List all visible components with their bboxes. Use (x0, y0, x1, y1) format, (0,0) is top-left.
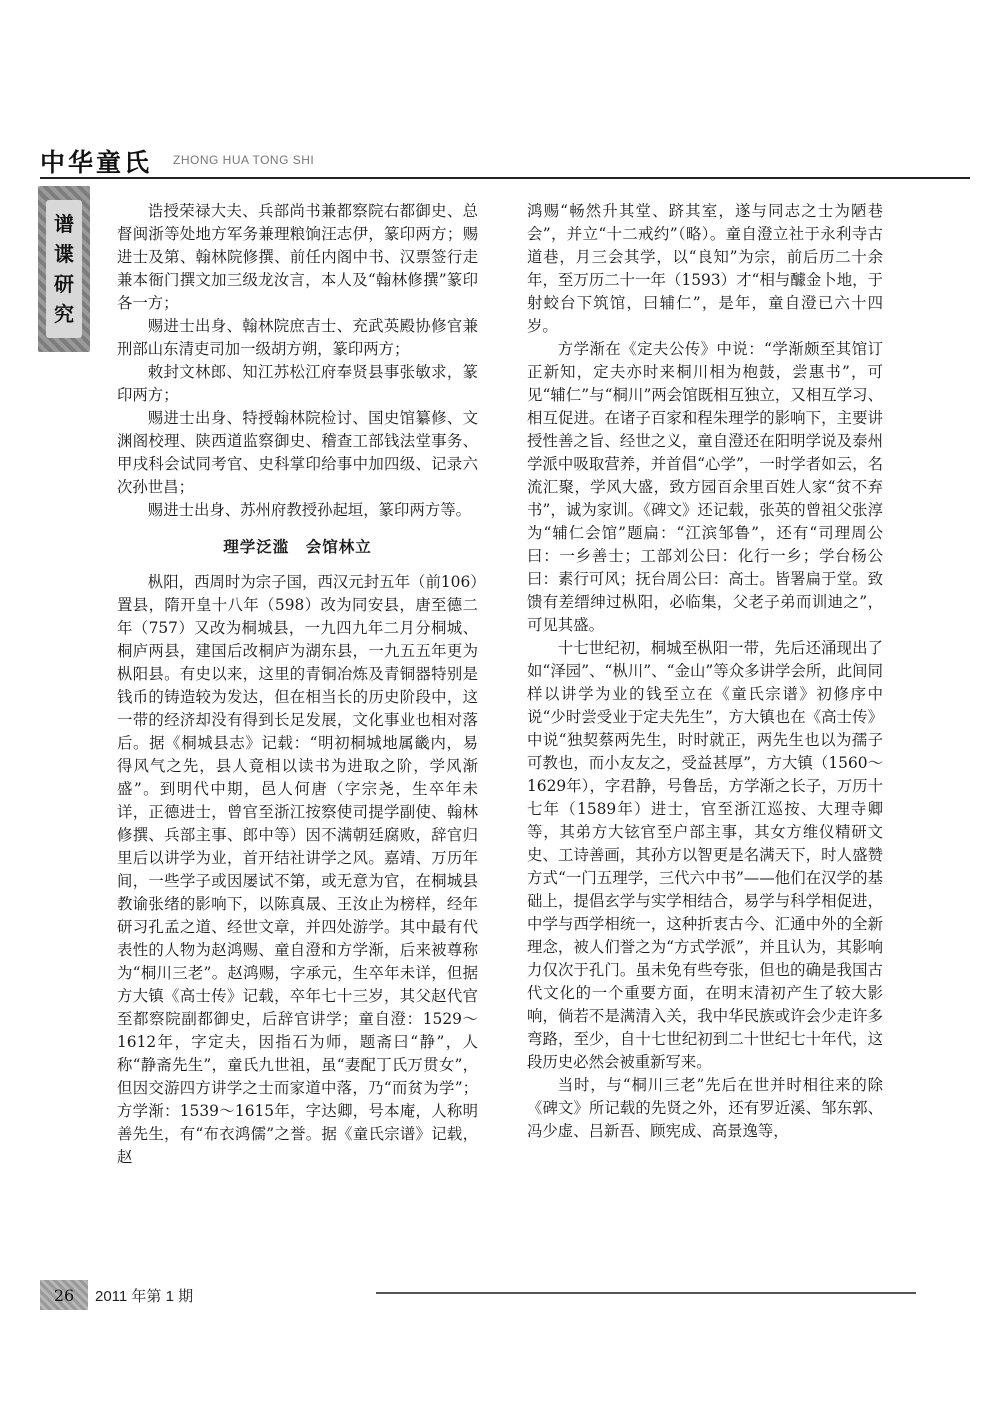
paragraph-continuation: 鸿赐“畅然升其堂、跻其室，遂与同志之士为陋巷会”，并立“十二戒约”（略）。童自澄立社于永利寺古道巷，月三会其学，以“良知”为宗，前后历二十余年，至万历二十一年（1593）才“相与醵金卜地，于射蛟台下筑馆，曰辅仁”，是年，童自澄已六十四岁。 (527, 202, 883, 335)
paragraph: 赐进士出身、翰林院庶吉士、充武英殿协修官兼刑部山东清吏司加一级胡方朔，篆印两方； (117, 317, 478, 358)
paragraph: 诰授荣禄大夫、兵部尚书兼都察院右都御史、总督闽浙等处地方军务兼理粮饷汪志伊，篆印两方；赐进士及第、翰林院修撰、前任内阁中书、汉票签行走兼本衙门撰文加三级龙汝言，本人及“翰林修撰”篆印各一方； (117, 202, 478, 312)
paragraph: 方学渐在《定夫公传》中说：“学渐颇至其馆订正新知，定夫亦时来桐川相为枹鼓，尝惠书”，可见“辅仁”与“桐川”两会馆既相互独立，又相互学习、相互促进。在诸子百家和程朱理学的影响下，主要讲授性善之旨、经世之义，童自澄还在阳明学说及泰州学派中吸取营养，并首倡“心学”，一时学者如云，名流汇聚，学风大盛，致方园百余里百姓人家“贫不弃书”，诚为家训。《碑文》还记载，张英的曾祖父张淳为“辅仁会馆”题扁：“江滨邹鲁”，还有“司理周公曰：一乡善士；工部刘公曰：化行一乡；学台杨公曰：素行可风；抚台周公曰：高士。皆署扁于堂。致馈有差缙绅过枞阳，必临集，父老子弟而训迪之”，可见其盛。 (527, 340, 883, 634)
section-tab-label (46, 200, 82, 338)
section-tab-char: 研 (54, 272, 74, 296)
section-tab-char: 谱 (54, 212, 74, 236)
section-heading: 理学泛滥 会馆林立 (223, 538, 372, 556)
section-tab-char: 究 (54, 302, 74, 326)
paragraph: 枞阳，西周时为宗子国，西汉元封五年（前106）置县，隋开皇十八年（598）改为同安县，唐至德二年（757）又改为桐城县，一九四九年二月分桐城、桐庐两县，建国后改桐庐为湖东县，一九五五年更为枞阳县。有史以来，这里的青铜冶炼及青铜器特别是钱币的铸造较为发达，但在相当长的历史阶段中，这一带的经济却没有得到长足发展，文化事业也相对落后。据《桐城县志》记载：“明初桐城地属畿内，易得风气之先，县人竟相以读书为进取之阶，学风渐盛”。到明代中期，邑人何唐（字宗尧，生卒年未详，正德进士，曾官至浙江按察使司提学副使、翰林修撰、兵部主事、郎中等）因不满朝廷腐败，辞官归里后以讲学为业，首开结社讲学之风。嘉靖、万历年间，一些学子或因屡试不第，或无意为官，在桐城县教谕张绪的影响下，以陈真晟、王汝止为榜样，经年研习孔孟之道、经世文章，并四处游学。其中最有代表性的人物为赵鸿赐、童自澄和方学渐，后来被尊称为“桐川三老”。赵鸿赐，字承元，生卒年未详，但据方大镇《高士传》记载，卒年七十三岁，其父赵代官至都察院副都御史，后辞官讲学；童自澄：1529～1612年，字定夫，因指石为师，题斋曰“静”，人称“静斋先生”，童氏九世祖，虽“妻配丁氏万贯女”，但因交游四方讲学之士而家道中落，乃“而贫为学”；方学渐：1539～1615年，字达卿，号本庵，人称明善先生，有“布衣鸿儒”之誉。据《童氏宗谱》记载，赵 (117, 573, 478, 1166)
journal-subtitle: ZHONG HUA TONG SHI (173, 153, 315, 167)
section-tab-char: 谍 (54, 242, 74, 266)
page-number: 26 (40, 1280, 88, 1310)
left-column (117, 200, 478, 1169)
right-column (527, 200, 883, 1143)
header-divider (40, 177, 970, 179)
paragraph: 赐进士出身、特授翰林院检讨、国史馆纂修、文渊阁校理、陕西道监察御史、稽查工部钱法堂事务、甲戌科会试同考官、史科掌印给事中加四级、记录六次孙世昌； (117, 409, 478, 496)
footer-divider (376, 1292, 916, 1294)
paragraph: 赐进士出身、苏州府教授孙起垣，篆印两方等。 (147, 501, 472, 519)
paragraph: 当时，与“桐川三老”先后在世并时相往来的除《碑文》所记载的先贤之外，还有罗近溪、邹东郭、冯少虚、吕新吾、顾宪成、高景逸等， (527, 1076, 883, 1140)
page-header (40, 143, 970, 179)
page-footer (40, 1280, 970, 1320)
journal-title: 中华童氏 (40, 148, 153, 177)
paragraph: 敕封文林郎、知江苏松江府奉贤县事张敏求，篆印两方； (117, 363, 478, 404)
section-tab (38, 186, 90, 352)
issue-label: 2011 年第 1 期 (95, 1288, 194, 1305)
paragraph: 十七世纪初，桐城至枞阳一带，先后还涌现出了如“泽园”、“枞川”、“金山”等众多讲学会所，此间同样以讲学为业的钱至立在《童氏宗谱》初修序中说“少时尝受业于定夫先生”，方大镇也在《高士传》中说“独契蔡两先生，时时就正，两先生也以为孺子可教也，而小友友之，受益甚厚”，方大镇（1560～1629年），字君静，号鲁岳，方学渐之长子，万历十七年（1589年）进士，官至浙江巡按、大理寺卿等，其弟方大铉官至户部主事，其女方维仪精研文史、工诗善画，其孙方以智更是名满天下，时人盛赞方式“一门五理学，三代六中书”——他们在汉学的基础上，提倡玄学与实学相结合，易学与科学相促进，中学与西学相统一，这种折衷古今、汇通中外的全新理念，被人们誉之为“方式学派”，并且认为，其影响力仅次于孔门。虽未免有些夸张，但也的确是我国古代文化的一个重要方面，在明末清初产生了较大影响，倘若不是满清入关，我中华民族或许会少走许多弯路，至少，自十七世纪初到二十世纪七十年代，这段历史必然会被重新写来。 (527, 639, 883, 1071)
